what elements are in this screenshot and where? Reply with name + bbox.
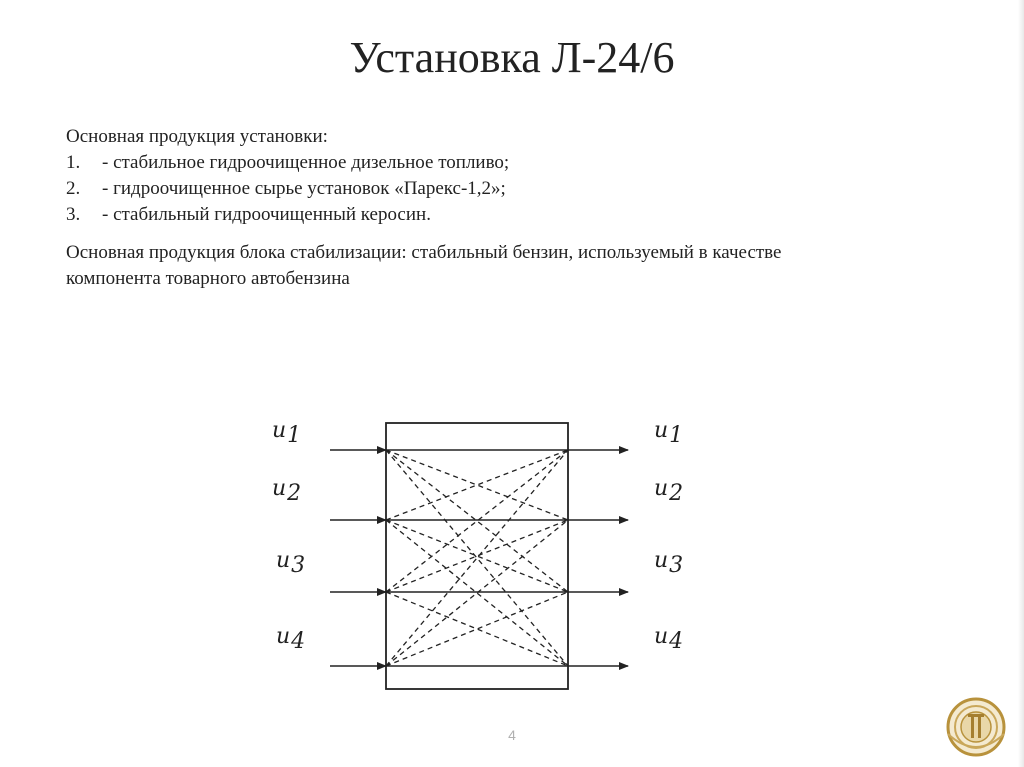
slide-title: Установка Л-24/6 [349,33,675,82]
flow-diagram [250,405,710,705]
slide-edge-shadow [1018,0,1024,767]
diagram-input-arrows [330,450,386,666]
list-item [66,150,966,176]
output-label-4: u4 [654,624,684,654]
output-label-1: u1 [654,418,684,448]
body-text [66,124,966,292]
stabilization-paragraph [66,240,966,292]
diagram-block [386,423,568,689]
university-emblem-icon [944,694,1008,760]
diagram-cross-links [386,450,568,666]
output-label-2: u2 [654,476,684,506]
list-item [66,202,966,228]
list-item [66,176,966,202]
input-label-3: u3 [276,548,306,578]
stabilization-paragraph-line1: Основная продукция блока стабилизации: стабильный бензин, используемый в качестве [66,242,782,263]
input-label-4: u4 [276,624,306,654]
products-intro: Основная продукция установки: [66,126,328,147]
list-item-text: - стабильное гидроочищенное дизельное топливо; [102,152,510,173]
input-label-2: u2 [272,476,302,506]
stabilization-paragraph-line2: компонента товарного автобензина [66,268,350,289]
list-item-number: 3. [66,204,81,225]
page-number: 4 [508,727,516,743]
list-item-text: - стабильный гидроочищенный керосин. [102,204,431,225]
list-item-text: - гидроочищенное сырье установок «Парекс-1,2»; [102,178,506,199]
diagram-direct-links [386,450,568,666]
list-item-number: 1. [66,152,81,173]
output-label-3: u3 [654,548,684,578]
diagram-output-arrows [568,450,628,666]
list-item-number: 2. [66,178,81,199]
input-label-1: u1 [272,418,302,448]
